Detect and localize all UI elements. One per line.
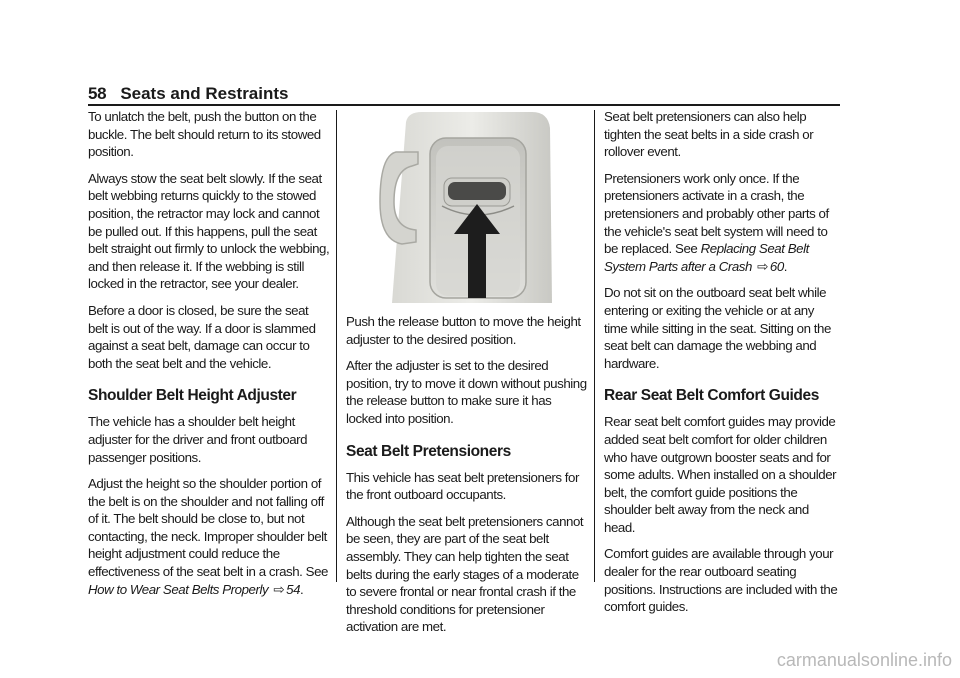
page-header bbox=[88, 84, 840, 106]
paragraph: After the adjuster is set to the desired position, try to move it down without pushing the release button to make sure it has locked into position. bbox=[346, 358, 587, 426]
column-divider bbox=[594, 110, 595, 582]
page-reference-number[interactable]: 60 bbox=[769, 258, 784, 274]
paragraph: Always stow the seat belt slowly. If the seat belt webbing returns quickly to the stowed position, the retractor may lock and cannot be pulled out. If this happens, pull the seat belt straight out firmly to unlock the webbing, and then release it. If the webbing is still locked in the retractor, see your dealer. bbox=[88, 170, 330, 292]
page-number: 58 bbox=[88, 84, 107, 103]
paragraph: To unlatch the belt, push the button on the buckle. The belt should return to its stowed position. bbox=[88, 109, 321, 160]
page-reference-arrow-icon: ⇨ bbox=[757, 258, 768, 274]
column-1 bbox=[88, 108, 331, 607]
section-heading-pretensioners: Seat Belt Pretensioners bbox=[346, 442, 511, 460]
paragraph: Push the release button to move the height adjuster to the desired position. bbox=[346, 314, 581, 347]
paragraph: Rear seat belt comfort guides may provide added seat belt comfort for older children who have outgrown booster seats and for some adults. When installed on a shoulder belt, the comfort guide positions the shoulder belt away from the neck and head. bbox=[604, 414, 837, 535]
page-reference-number[interactable]: 54 bbox=[286, 581, 301, 597]
page-reference-arrow-icon: ⇨ bbox=[273, 581, 285, 597]
paragraph: Comfort guides are available through your dealer for the rear outboard seating positions. Instructions are included with the comfort guides. bbox=[604, 546, 838, 615]
paragraph-end: . bbox=[300, 581, 304, 597]
paragraph: Before a door is closed, be sure the seat belt is out of the way. If a door is slammed against a seat belt, damage can occur to both the seat belt and the vehicle. bbox=[88, 302, 316, 371]
shoulder-belt-height-adjuster-illustration-icon bbox=[372, 112, 571, 303]
paragraph: This vehicle has seat belt pretensioners for the front outboard occupants. bbox=[346, 469, 579, 503]
paragraph: Do not sit on the outboard seat belt while entering or exiting the vehicle or at any time while sitting in the seat. Sitting on the seat belt can damage the webbing and hardware. bbox=[604, 285, 831, 371]
paragraph bbox=[604, 170, 840, 276]
column-2 bbox=[346, 108, 590, 645]
paragraph-text: Pretensioners work only once. If the pretensioners activate in a crash, the pretensioners and probably other parts of the vehicle's seat belt system will need to be replaced. See bbox=[604, 170, 829, 257]
paragraph: The vehicle has a shoulder belt height adjuster for the driver and front outboard passenger positions. bbox=[88, 414, 308, 465]
cross-reference-link[interactable]: Replacing Seat Belt System Parts after a Crash bbox=[604, 241, 809, 274]
header-rule bbox=[88, 104, 840, 106]
cross-reference-link[interactable]: How to Wear Seat Belts Properly bbox=[88, 581, 269, 597]
column-divider bbox=[336, 110, 337, 582]
paragraph: Although the seat belt pretensioners cannot be seen, they are part of the seat belt assembly. They can help tighten the seat belts during the early stages of a moderate to severe frontal or near frontal crash if the threshold conditions for pretensioner activation are met. bbox=[346, 513, 584, 635]
paragraph: Seat belt pretensioners can also help tighten the seat belts in a side crash or rollover event. bbox=[604, 109, 814, 160]
paragraph-end: . bbox=[783, 258, 788, 274]
column-3 bbox=[604, 108, 840, 625]
section-heading-shoulder-belt: Shoulder Belt Height Adjuster bbox=[88, 387, 297, 405]
paragraph bbox=[88, 475, 331, 598]
paragraph-text: Adjust the height so the shoulder portion of the belt is on the shoulder and not falling off of it. The belt should be close to, but not contacting, the neck. Improper shoulder belt height adjustment could reduce the effectiveness of the seat belt in a crash. See bbox=[88, 476, 328, 580]
section-heading-comfort-guides: Rear Seat Belt Comfort Guides bbox=[604, 387, 819, 405]
section-title: Seats and Restraints bbox=[120, 84, 289, 103]
watermark: carmanualsonline.info bbox=[776, 650, 952, 670]
